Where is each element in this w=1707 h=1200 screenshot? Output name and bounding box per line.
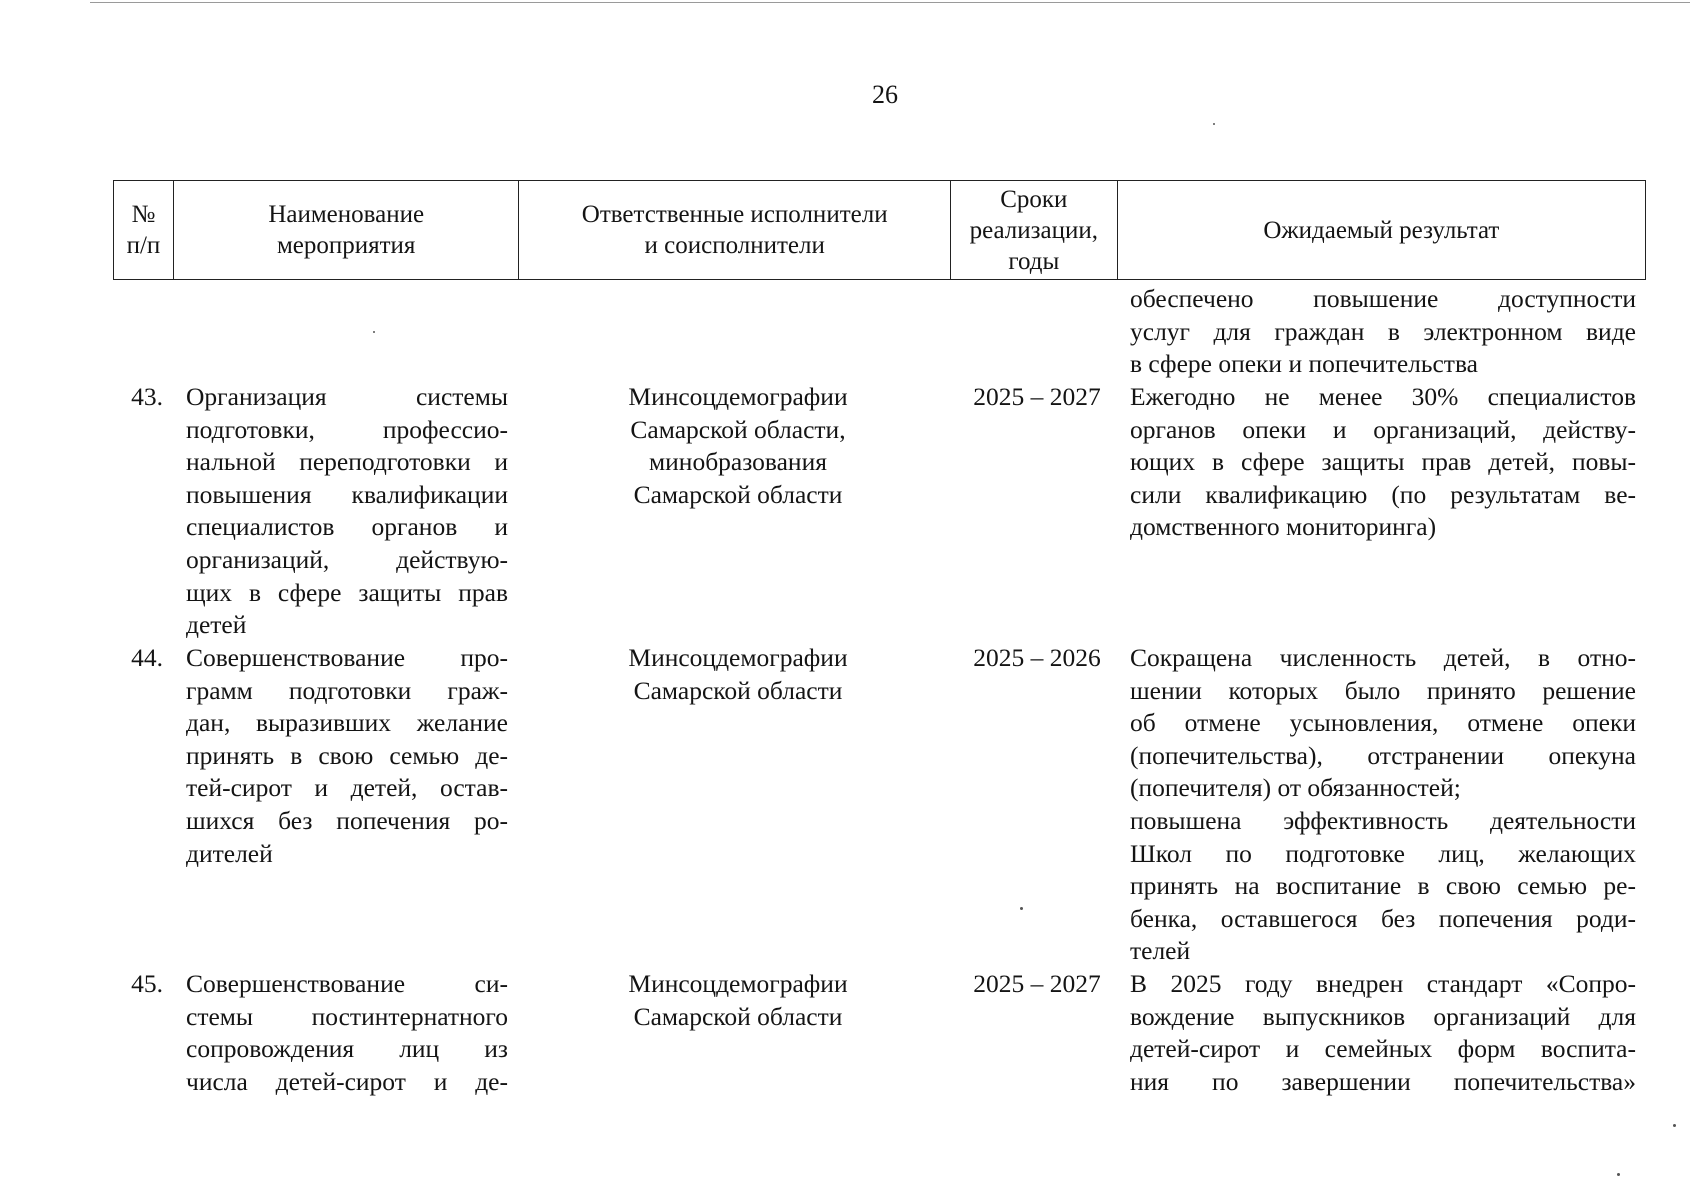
row-result: Сокращена численность детей, в отно- шении которых было принято решение об отмене усыновления, отмене опеки (попечительства), отстранении опекуна (попечителя) от обязанностей; повышена эффективность деятельности Школ по подготовке лиц, желающих принять на воспитание в свою семью ре- бенка, оставшегося без попечения роди- телей xyxy=(1130,643,1636,966)
row-responsible: Минсоцдемографии Самарской области, минобразования Самарской области xyxy=(628,382,848,509)
row-responsible: Минсоцдемографии Самарской области xyxy=(628,643,848,705)
row-result: Ежегодно не менее 30% специалистов органов опеки и организаций, действу- ющих в сфере защиты прав детей, повы- сили квалификацию (по результатам ве- домственного мониторинга) xyxy=(1130,382,1636,542)
continuation-result xyxy=(1130,283,1636,381)
header-name: Наименование мероприятия xyxy=(174,181,520,279)
text-line: в сфере опеки и попечительства xyxy=(1130,349,1478,379)
page-number: 26 xyxy=(872,80,898,109)
row-terms: 2025 – 2027 xyxy=(973,382,1101,411)
header-responsible: Ответственные исполнители и соисполнители xyxy=(519,181,950,279)
scan-speck xyxy=(1020,907,1023,910)
table-header xyxy=(113,180,1646,280)
scan-speck xyxy=(373,331,375,333)
row-name: Организация системы подготовки, профессио- нальной переподготовки и повышения квалификации специалистов органов и организаций, действую- щих в сфере защиты прав детей xyxy=(186,382,508,640)
row-result: В 2025 году внедрен стандарт «Сопро- вождение выпускников организаций для детей-сирот и семейных форм воспита- ния по завершении попечительства» xyxy=(1130,969,1636,1096)
row-number: 44. xyxy=(131,643,163,672)
row-name: Совершенствование про- грамм подготовки граж- дан, выразивших желание принять в свою семью де- тей-сирот и детей, остав- шихся без попечения ро- дителей xyxy=(186,643,508,868)
header-result: Ожидаемый результат xyxy=(1263,216,1500,244)
row-number: 45. xyxy=(131,969,163,998)
row-terms: 2025 – 2026 xyxy=(973,643,1101,672)
text-line: обеспечено повышение доступности xyxy=(1130,284,1636,313)
row-terms: 2025 – 2027 xyxy=(973,969,1101,998)
row-responsible: Минсоцдемографии Самарской области xyxy=(628,969,848,1031)
scan-speck xyxy=(1617,1173,1620,1176)
scan-speck xyxy=(1213,123,1215,125)
scan-speck xyxy=(1673,1124,1676,1127)
header-num: № п/п xyxy=(114,181,174,279)
row-number: 43. xyxy=(131,382,163,411)
scan-top-rule xyxy=(90,2,1690,3)
text-line: услуг для граждан в электронном виде xyxy=(1130,316,1636,346)
header-terms: Сроки реализации, годы xyxy=(951,181,1118,279)
row-name: Совершенствование си- стемы постинтернатного сопровождения лиц из числа детей-сирот и де- xyxy=(186,969,508,1096)
